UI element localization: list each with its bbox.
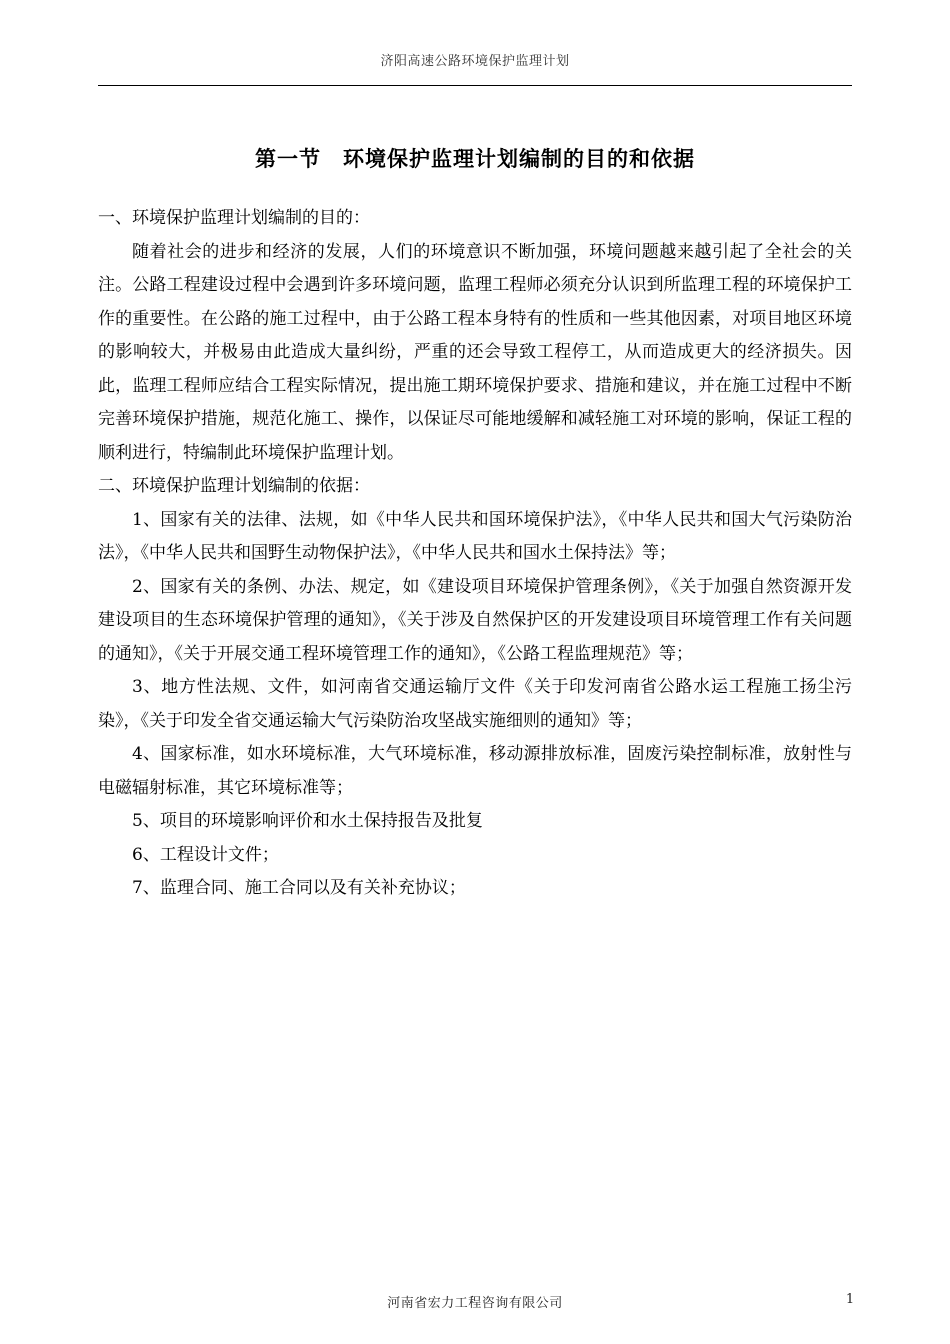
basis-item-3: 3、地方性法规、文件，如河南省交通运输厅文件《关于印发河南省公路水运工程施工扬尘污染》，《关于印发全省交通运输大气污染防治攻坚战实施细则的通知》等； — [98, 677, 852, 731]
basis-item-6: 6、工程设计文件； — [132, 844, 279, 865]
section-title: 第一节 环境保护监理计划编制的目的和依据 — [255, 147, 695, 171]
basis-item-7: 7、监理合同、施工合同以及有关补充协议； — [132, 878, 466, 898]
document-body — [98, 202, 852, 906]
basis-item-2: 2、国家有关的条例、办法、规定，如《建设项目环境保护管理条例》，《关于加强自然资源开发建设项目的生态环境保护管理的通知》，《关于涉及自然保护区的开发建设项目环境管理工作有关问题的通知》，《关于开展交通工程环境管理工作的通知》，《公路工程监理规范》等； — [98, 576, 852, 664]
header-divider — [98, 85, 852, 86]
purpose-paragraph: 随着社会的进步和经济的发展，人们的环境意识不断加强，环境问题越来越引起了全社会的关注。公路工程建设过程中会遇到许多环境问题，监理工程师必须充分认识到所监理工程的环境保护工作的重要性。在公路的施工过程中，由于公路工程本身特有的性质和一些其他因素，对项目地区环境的影响较大，并极易由此造成大量纠纷，严重的还会导致工程停工，从而造成更大的经济损失。因此，监理工程师应结合工程实际情况，提出施工期环境保护要求、措施和建议，并在施工过程中不断完善环境保护措施，规范化施工、操作，以保证尽可能地缓解和减轻施工对环境的影响，保证工程的顺利进行，特编制此环境保护监理计划。 — [98, 241, 852, 463]
basis-item-5: 5、项目的环境影响评价和水土保持报告及批复 — [132, 811, 483, 831]
page-header: 济阳高速公路环境保护监理计划 — [380, 54, 570, 69]
basis-heading: 二、环境保护监理计划编制的依据： — [98, 476, 370, 496]
footer-company: 河南省宏力工程咨询有限公司 — [387, 1296, 563, 1311]
purpose-heading: 一、环境保护监理计划编制的目的： — [98, 208, 370, 228]
page-number: 1 — [845, 1292, 855, 1307]
basis-item-4: 4、国家标准，如水环境标准，大气环境标准，移动源排放标准，固废污染控制标准，放射性与电磁辐射标准，其它环境标准等； — [98, 744, 852, 798]
basis-item-1: 1、国家有关的法律、法规，如《中华人民共和国环境保护法》，《中华人民共和国大气污染防治法》，《中华人民共和国野生动物保护法》，《中华人民共和国水土保持法》等； — [98, 509, 852, 563]
